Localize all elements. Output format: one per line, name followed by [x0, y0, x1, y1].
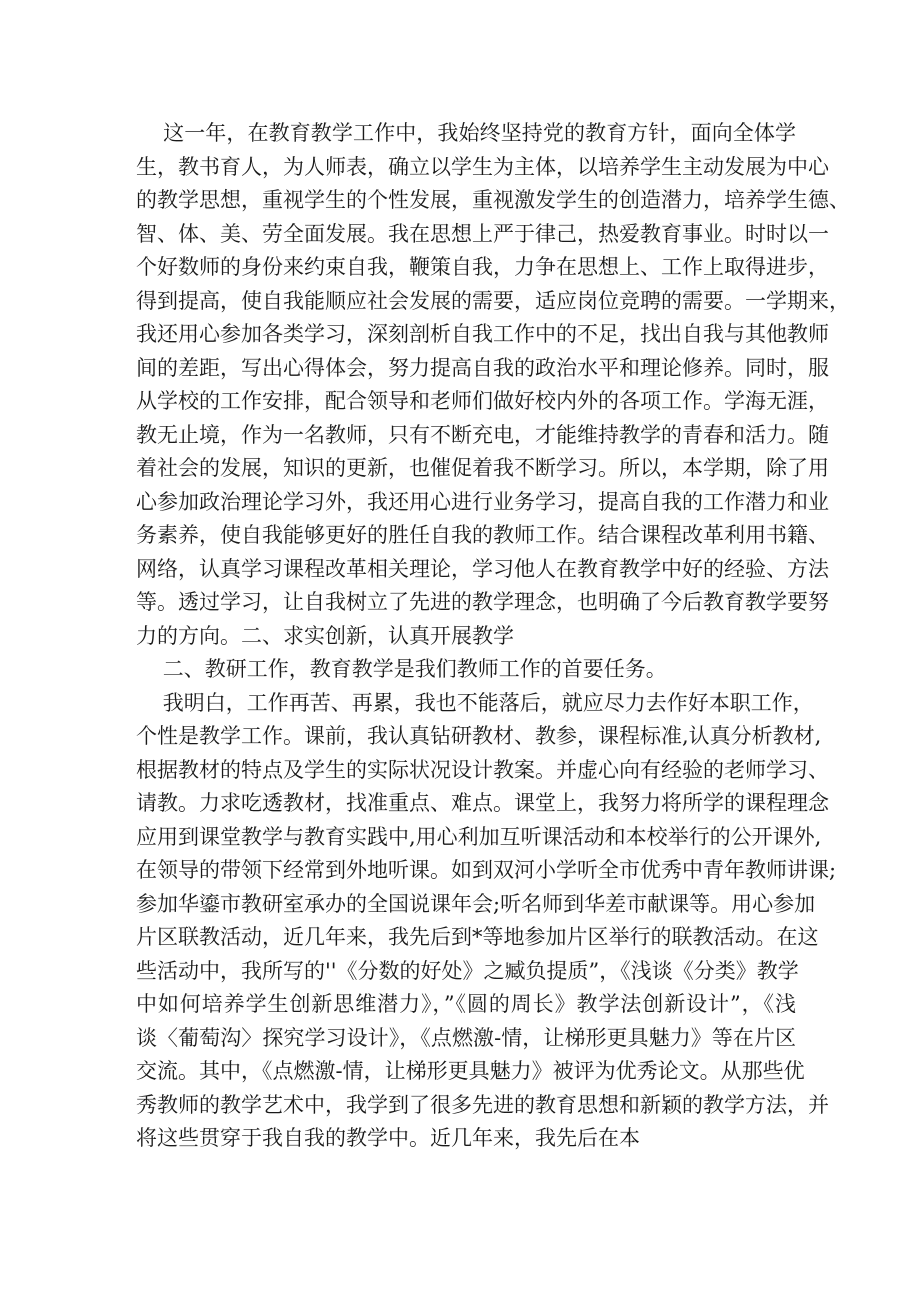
text-line: 中如何培养学生创新思维潜力》，”《圆的周长》教学法创新设计”，《浅	[136, 992, 796, 1016]
text-line: 片区联教活动，近几年来，我先后到*等地参加片区举行的联教活动。在这	[136, 925, 819, 949]
text-line: 我明白，工作再苦、再累，我也不能落后，就应尽力去作好本职工作，	[136, 690, 814, 715]
text-line: 交流。其中，《点燃激-情，让梯形更具魅力》被评为优秀论文。从那些优	[136, 1059, 805, 1083]
text-line: 参加华鎏市教研室承办的全国说课年会;听名师到华差市献课等。用心参加	[136, 891, 816, 916]
text-line: 将这些贯穿于我自我的教学中。近几年来，我先后在本	[136, 1126, 640, 1150]
text-line: 网络，认真学习课程改革相关理论，学习他人在教育教学中好的经验、方法	[136, 556, 829, 581]
text-line: 着社会的发展，知识的更新，也催促着我不断学习。所以，本学期，除了用	[136, 456, 829, 480]
text-line: 间的差距，写出心得体会，努力提高自我的政治水平和理论修养。同时，服	[136, 355, 829, 380]
text-line: 在领导的带领下经常到外地听课。如到双河小学听全市优秀中青年教师讲课;	[136, 858, 837, 882]
paragraph-3	[136, 687, 837, 1156]
text-line: 应用到课堂教学与教育实践中,用心利加互听课活动和本校举行的公开课外,	[136, 824, 822, 849]
text-line: 等。透过学习，让自我树立了先进的教学理念，也明确了今后教育教学要努	[136, 590, 829, 614]
paragraph-2	[136, 653, 796, 687]
text-line: 的教学思想，重视学生的个性发展，重视激发学生的创造潜力，培养学生德、	[136, 188, 850, 212]
text-line: 心参加政治理论学习外，我还用心进行业务学习，提高自我的工作潜力和业	[136, 489, 829, 514]
text-line: 谈〈葡萄沟〉探究学习设计》，《点燃激-情，让梯形更具魅力》等在片区	[136, 1025, 796, 1050]
paragraph-1	[136, 117, 850, 653]
text-line: 些活动中，我所写的''《分数的好处》之臧负提质”，《浅谈《分类》教学	[136, 958, 799, 983]
text-line: 教无止境，作为一名教师，只有不断充电，才能维持教学的青春和活力。随	[136, 422, 829, 447]
text-line: 从学校的工作安排，配合领导和老师们做好校内外的各项工作。学海无涯，	[136, 389, 829, 413]
text-line: 个性是教学工作。课前，我认真钻研教材、教参，课程标准,认真分析教材,	[136, 724, 822, 748]
text-line: 二、教研工作，教育教学是我们教师工作的首要任务。	[136, 657, 667, 681]
text-line: 我还用心参加各类学习，深刻剖析自我工作中的不足，找出自我与其他教师	[136, 322, 829, 346]
text-line: 智、体、美、劳全面发展。我在思想上严于律己，热爱教育事业。时时以一	[136, 221, 829, 246]
text-line: 力的方向。二、求实创新，认真开展教学	[136, 623, 514, 648]
text-line: 个好数师的身份来约束自我，鞭策自我，力争在思想上、工作上取得进步，	[136, 255, 829, 279]
text-line: 秀教师的教学艺术中，我学到了很多先进的教育思想和新颖的教学方法，并	[136, 1092, 829, 1117]
text-line: 得到提高，使自我能顺应社会发展的需要，适应岗位竞聘的需要。一学期来，	[136, 288, 850, 313]
text-line: 请教。力求吃透教材，找准重点、难点。课堂上，我努力将所学的课程理念	[136, 791, 829, 815]
text-line: 生，教书育人，为人师表，确立以学生为主体，以培养学生主动发展为中心	[136, 154, 829, 179]
text-line: 根据教材的特点及学生的实际状况设计教案。并虚心向有经验的老师学习、	[136, 757, 829, 782]
text-line: 这一年，在教育教学工作中，我始终坚持党的教育方针，面向全体学	[136, 121, 796, 145]
text-line: 务素养，使自我能够更好的胜任自我的教师工作。结合课程改革利用书籍、	[136, 523, 829, 547]
document-page	[136, 117, 850, 1156]
